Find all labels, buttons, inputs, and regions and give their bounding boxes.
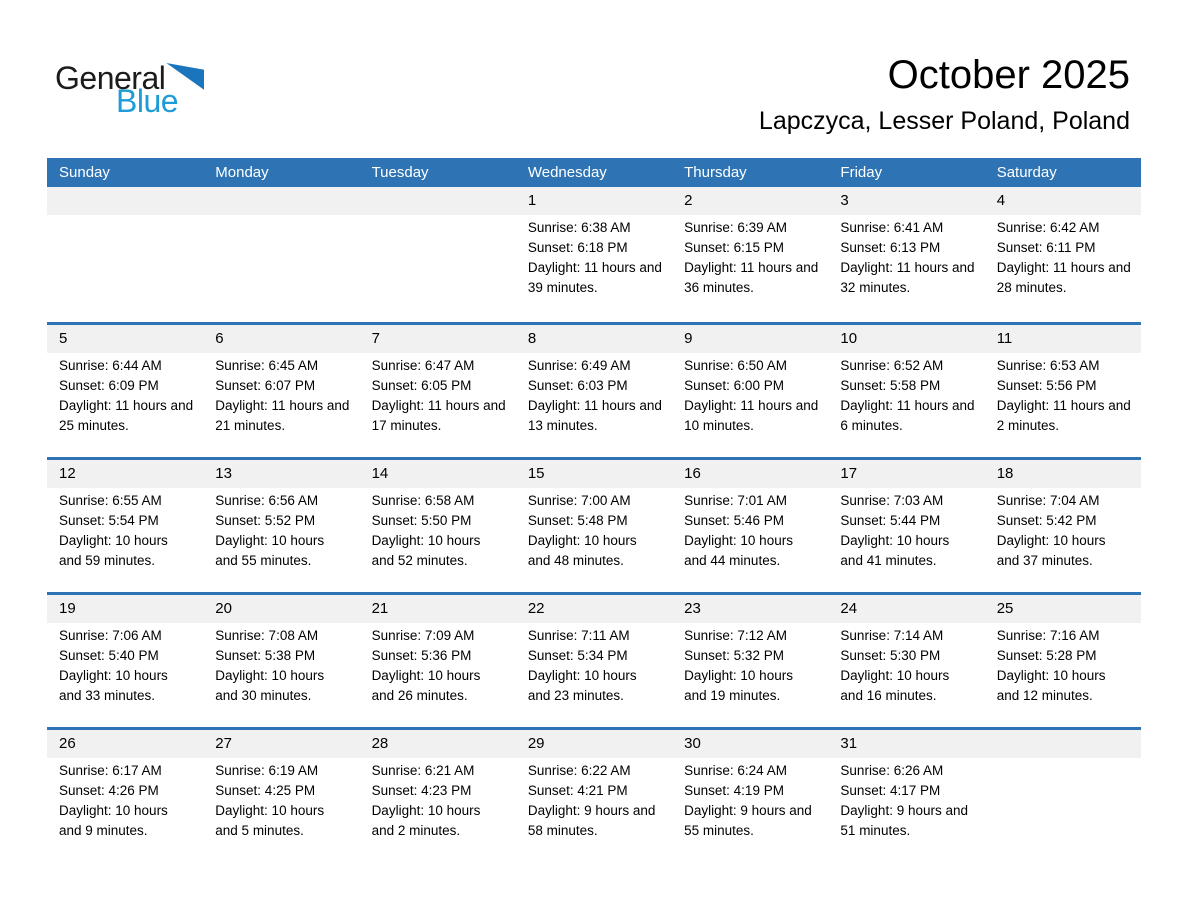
sunset-text: Sunset: 5:30 PM	[840, 648, 941, 663]
sunrise-text: Sunrise: 6:52 AM	[840, 358, 944, 373]
day-cell	[985, 187, 1141, 322]
sunset-text: Sunset: 5:42 PM	[996, 513, 1097, 528]
day-number: 8	[516, 325, 672, 353]
week-row	[47, 457, 1141, 592]
week-row	[47, 187, 1141, 322]
sunrise-text: Sunrise: 7:14 AM	[840, 628, 944, 643]
day-cell	[360, 595, 516, 727]
sunset-text: Sunset: 5:58 PM	[840, 378, 941, 393]
empty-day-cell	[985, 730, 1141, 862]
day-cell	[360, 460, 516, 592]
day-number: 26	[47, 730, 203, 758]
day-cell	[828, 730, 984, 862]
day-cell	[516, 595, 672, 727]
day-cell	[360, 730, 516, 862]
sunset-text: Sunset: 4:17 PM	[840, 783, 941, 798]
sunrise-text: Sunrise: 7:00 AM	[527, 493, 631, 508]
daylight-text: Daylight: 11 hours and 6 minutes.	[840, 398, 975, 433]
day-cell	[828, 325, 984, 457]
daylight-text: Daylight: 10 hours and 41 minutes.	[840, 533, 950, 568]
sunrise-text: Sunrise: 6:55 AM	[59, 493, 162, 508]
weekday-header-wednesday: Wednesday	[527, 164, 607, 181]
day-cell	[203, 595, 359, 727]
daylight-text: Daylight: 10 hours and 26 minutes.	[371, 668, 481, 703]
day-details	[985, 758, 1141, 761]
sunset-text: Sunset: 6:11 PM	[996, 240, 1096, 255]
sunset-text: Sunset: 4:23 PM	[371, 783, 472, 798]
sunset-text: Sunset: 6:03 PM	[527, 378, 628, 393]
sunrise-text: Sunrise: 6:50 AM	[684, 358, 787, 373]
day-details	[516, 758, 672, 841]
day-number: 30	[672, 730, 828, 758]
daylight-text: Daylight: 11 hours and 32 minutes.	[840, 260, 975, 295]
sunset-text: Sunset: 5:34 PM	[527, 648, 628, 663]
day-number: 16	[672, 460, 828, 488]
day-details	[360, 758, 516, 841]
daylight-text: Daylight: 10 hours and 5 minutes.	[215, 803, 325, 838]
sunrise-text: Sunrise: 6:44 AM	[59, 358, 162, 373]
day-details	[672, 758, 828, 841]
page-subtitle-location: Lapczyca, Lesser Poland, Poland	[758, 107, 1130, 135]
daylight-text: Daylight: 10 hours and 23 minutes.	[527, 668, 637, 703]
day-number: 28	[360, 730, 516, 758]
daylight-text: Daylight: 11 hours and 21 minutes.	[215, 398, 350, 433]
week-row	[47, 592, 1141, 727]
sunrise-text: Sunrise: 6:17 AM	[59, 763, 162, 778]
day-number: 9	[672, 325, 828, 353]
sunset-text: Sunset: 5:56 PM	[996, 378, 1097, 393]
sunset-text: Sunset: 6:13 PM	[840, 240, 941, 255]
day-number: 21	[360, 595, 516, 623]
sunset-text: Sunset: 4:19 PM	[684, 783, 784, 798]
week-row	[47, 322, 1141, 457]
day-number: 13	[203, 460, 359, 488]
day-number: 10	[828, 325, 984, 353]
day-number: 22	[516, 595, 672, 623]
sunset-text: Sunset: 5:48 PM	[527, 513, 628, 528]
day-details	[360, 488, 516, 571]
weekday-header-friday: Friday	[840, 164, 883, 181]
week-row	[47, 727, 1141, 862]
daylight-text: Daylight: 11 hours and 39 minutes.	[527, 260, 662, 295]
sunset-text: Sunset: 5:54 PM	[59, 513, 159, 528]
day-details	[985, 623, 1141, 706]
day-details	[360, 215, 516, 218]
day-cell	[47, 595, 203, 727]
sunrise-text: Sunrise: 6:38 AM	[527, 220, 631, 235]
sunrise-text: Sunrise: 6:26 AM	[840, 763, 944, 778]
day-number: 15	[516, 460, 672, 488]
day-details	[985, 215, 1141, 298]
day-details	[672, 215, 828, 298]
day-cell	[672, 187, 828, 322]
day-cell	[985, 595, 1141, 727]
day-details	[985, 353, 1141, 436]
sunset-text: Sunset: 5:52 PM	[215, 513, 316, 528]
day-details	[47, 488, 203, 571]
daylight-text: Daylight: 9 hours and 58 minutes.	[527, 803, 656, 838]
day-details	[203, 353, 359, 436]
day-number	[360, 187, 516, 215]
day-cell	[47, 460, 203, 592]
day-details	[828, 758, 984, 841]
weekday-header-row	[47, 158, 1141, 187]
daylight-text: Daylight: 10 hours and 9 minutes.	[59, 803, 168, 838]
sunset-text: Sunset: 6:15 PM	[684, 240, 784, 255]
page-header	[0, 0, 1188, 158]
sunset-text: Sunset: 5:46 PM	[684, 513, 784, 528]
day-details	[47, 758, 203, 841]
sunset-text: Sunset: 5:44 PM	[840, 513, 941, 528]
sunrise-text: Sunrise: 6:21 AM	[371, 763, 475, 778]
day-cell	[828, 595, 984, 727]
day-details	[47, 215, 203, 218]
title-block	[759, 52, 1130, 136]
day-cell	[516, 325, 672, 457]
day-cell	[203, 460, 359, 592]
day-number	[203, 187, 359, 215]
day-details	[203, 215, 359, 218]
day-cell	[47, 325, 203, 457]
weekday-header-tuesday: Tuesday	[371, 164, 429, 181]
weekday-header-monday: Monday	[215, 164, 269, 181]
day-cell	[985, 325, 1141, 457]
daylight-text: Daylight: 10 hours and 33 minutes.	[59, 668, 168, 703]
calendar-table	[47, 158, 1141, 862]
daylight-text: Daylight: 11 hours and 36 minutes.	[684, 260, 819, 295]
daylight-text: Daylight: 10 hours and 2 minutes.	[371, 803, 481, 838]
sunrise-text: Sunrise: 6:53 AM	[996, 358, 1100, 373]
day-details	[516, 215, 672, 298]
day-details	[516, 488, 672, 571]
daylight-text: Daylight: 10 hours and 37 minutes.	[996, 533, 1106, 568]
day-number: 17	[828, 460, 984, 488]
day-number: 11	[985, 325, 1141, 353]
day-details	[828, 353, 984, 436]
day-cell	[672, 595, 828, 727]
sunset-text: Sunset: 6:07 PM	[215, 378, 316, 393]
daylight-text: Daylight: 9 hours and 51 minutes.	[840, 803, 968, 838]
sunset-text: Sunset: 5:50 PM	[371, 513, 472, 528]
day-number: 2	[672, 187, 828, 215]
day-number: 25	[985, 595, 1141, 623]
daylight-text: Daylight: 11 hours and 17 minutes.	[371, 398, 506, 433]
daylight-text: Daylight: 11 hours and 28 minutes.	[996, 260, 1131, 295]
day-number: 14	[360, 460, 516, 488]
day-cell	[828, 187, 984, 322]
empty-day-cell	[360, 187, 516, 322]
sunrise-text: Sunrise: 6:47 AM	[371, 358, 475, 373]
day-number	[985, 730, 1141, 758]
sunset-text: Sunset: 5:32 PM	[684, 648, 784, 663]
day-cell	[516, 730, 672, 862]
daylight-text: Daylight: 9 hours and 55 minutes.	[684, 803, 812, 838]
sunrise-text: Sunrise: 6:39 AM	[684, 220, 787, 235]
day-cell	[672, 730, 828, 862]
sunrise-text: Sunrise: 6:56 AM	[215, 493, 319, 508]
logo-word-blue: Blue	[116, 83, 179, 119]
weekday-header-sunday: Sunday	[59, 164, 110, 181]
sunrise-text: Sunrise: 7:09 AM	[371, 628, 475, 643]
day-details	[985, 488, 1141, 571]
sunrise-text: Sunrise: 7:11 AM	[527, 628, 630, 643]
day-number: 5	[47, 325, 203, 353]
sunset-text: Sunset: 5:28 PM	[996, 648, 1097, 663]
daylight-text: Daylight: 10 hours and 55 minutes.	[215, 533, 325, 568]
day-number: 31	[828, 730, 984, 758]
logo-word-general: General	[55, 60, 166, 96]
daylight-text: Daylight: 10 hours and 48 minutes.	[527, 533, 637, 568]
empty-day-cell	[203, 187, 359, 322]
day-cell	[672, 460, 828, 592]
day-number: 1	[516, 187, 672, 215]
page-title: October 2025	[887, 53, 1130, 97]
sunrise-text: Sunrise: 6:41 AM	[840, 220, 944, 235]
day-details	[828, 215, 984, 298]
daylight-text: Daylight: 11 hours and 10 minutes.	[684, 398, 819, 433]
daylight-text: Daylight: 11 hours and 13 minutes.	[527, 398, 662, 433]
day-number: 20	[203, 595, 359, 623]
day-number: 29	[516, 730, 672, 758]
general-blue-logo	[55, 62, 204, 117]
day-number: 4	[985, 187, 1141, 215]
daylight-text: Daylight: 10 hours and 12 minutes.	[996, 668, 1106, 703]
day-details	[360, 353, 516, 436]
sunrise-text: Sunrise: 6:58 AM	[371, 493, 475, 508]
day-cell	[47, 730, 203, 862]
day-number: 3	[828, 187, 984, 215]
day-number: 27	[203, 730, 359, 758]
day-cell	[828, 460, 984, 592]
day-details	[672, 488, 828, 571]
sunset-text: Sunset: 5:40 PM	[59, 648, 159, 663]
sunset-text: Sunset: 5:38 PM	[215, 648, 316, 663]
sunrise-text: Sunrise: 7:01 AM	[684, 493, 787, 508]
sunrise-text: Sunrise: 6:24 AM	[684, 763, 787, 778]
day-number	[47, 187, 203, 215]
weekday-header-saturday: Saturday	[996, 164, 1057, 181]
sunrise-text: Sunrise: 6:45 AM	[215, 358, 319, 373]
calendar-body	[47, 187, 1141, 862]
day-details	[672, 623, 828, 706]
daylight-text: Daylight: 10 hours and 30 minutes.	[215, 668, 325, 703]
day-details	[47, 353, 203, 436]
sunrise-text: Sunrise: 7:16 AM	[996, 628, 1100, 643]
sunrise-text: Sunrise: 6:49 AM	[527, 358, 631, 373]
sunset-text: Sunset: 6:05 PM	[371, 378, 472, 393]
day-details	[828, 623, 984, 706]
sunset-text: Sunset: 4:21 PM	[527, 783, 628, 798]
sunset-text: Sunset: 4:25 PM	[215, 783, 316, 798]
sunrise-text: Sunrise: 7:08 AM	[215, 628, 319, 643]
sunrise-text: Sunrise: 7:04 AM	[996, 493, 1100, 508]
sunset-text: Sunset: 6:18 PM	[527, 240, 628, 255]
daylight-text: Daylight: 10 hours and 59 minutes.	[59, 533, 168, 568]
sunrise-text: Sunrise: 6:42 AM	[996, 220, 1100, 235]
day-details	[360, 623, 516, 706]
sunrise-text: Sunrise: 6:22 AM	[527, 763, 631, 778]
day-number: 18	[985, 460, 1141, 488]
sunrise-text: Sunrise: 7:12 AM	[684, 628, 787, 643]
day-number: 12	[47, 460, 203, 488]
daylight-text: Daylight: 11 hours and 2 minutes.	[996, 398, 1131, 433]
day-number: 19	[47, 595, 203, 623]
day-cell	[985, 460, 1141, 592]
daylight-text: Daylight: 10 hours and 19 minutes.	[684, 668, 793, 703]
sunset-text: Sunset: 5:36 PM	[371, 648, 472, 663]
day-number: 24	[828, 595, 984, 623]
day-details	[672, 353, 828, 436]
day-number: 23	[672, 595, 828, 623]
sunrise-text: Sunrise: 6:19 AM	[215, 763, 319, 778]
day-cell	[516, 460, 672, 592]
sunrise-text: Sunrise: 7:06 AM	[59, 628, 162, 643]
day-details	[203, 488, 359, 571]
sunset-text: Sunset: 4:26 PM	[59, 783, 159, 798]
day-details	[828, 488, 984, 571]
day-cell	[203, 325, 359, 457]
day-details	[203, 758, 359, 841]
empty-day-cell	[47, 187, 203, 322]
daylight-text: Daylight: 10 hours and 16 minutes.	[840, 668, 950, 703]
daylight-text: Daylight: 10 hours and 44 minutes.	[684, 533, 793, 568]
day-cell	[203, 730, 359, 862]
day-number: 7	[360, 325, 516, 353]
daylight-text: Daylight: 11 hours and 25 minutes.	[59, 398, 194, 433]
day-cell	[672, 325, 828, 457]
day-number: 6	[203, 325, 359, 353]
sunset-text: Sunset: 6:09 PM	[59, 378, 159, 393]
sunset-text: Sunset: 6:00 PM	[684, 378, 784, 393]
day-cell	[360, 325, 516, 457]
daylight-text: Daylight: 10 hours and 52 minutes.	[371, 533, 481, 568]
day-details	[516, 353, 672, 436]
day-details	[516, 623, 672, 706]
day-details	[47, 623, 203, 706]
day-details	[203, 623, 359, 706]
day-cell	[516, 187, 672, 322]
weekday-header-thursday: Thursday	[684, 164, 747, 181]
sunrise-text: Sunrise: 7:03 AM	[840, 493, 944, 508]
